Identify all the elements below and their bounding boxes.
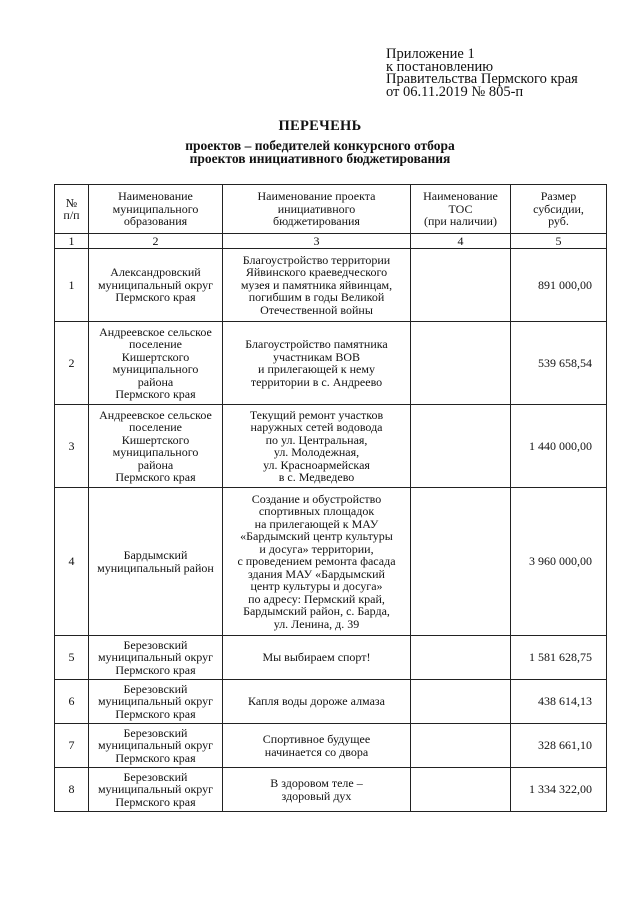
project-cell xyxy=(223,405,411,488)
subsidy-amount: 1 440 000,00 xyxy=(511,405,607,488)
municipality-line: Березовский xyxy=(123,769,188,784)
municipality-line: Андреевское сельское xyxy=(99,324,212,339)
municipality-line: Пермского края xyxy=(115,662,196,677)
project-line: начинается со двора xyxy=(264,744,369,759)
table-row xyxy=(55,405,607,488)
project-cell xyxy=(223,768,411,812)
table-row xyxy=(55,488,607,636)
municipality-cell xyxy=(89,488,223,636)
table-row xyxy=(55,768,607,812)
project-cell xyxy=(223,488,411,636)
column-number: 1 xyxy=(55,234,89,249)
column-header-line: Размер xyxy=(540,189,577,204)
table-header-row xyxy=(55,185,607,234)
annex-block xyxy=(386,48,578,98)
column-number-row xyxy=(55,234,607,249)
project-line: спортивных площадок xyxy=(258,504,375,519)
municipality-line: муниципальный округ xyxy=(97,277,214,292)
projects-table xyxy=(54,184,607,812)
municipality-line: Березовский xyxy=(123,681,188,696)
table-row xyxy=(55,249,607,322)
row-number: 8 xyxy=(55,768,89,812)
municipality-line: Пермского края xyxy=(115,750,196,765)
annex-line: от 06.11.2019 № 805-п xyxy=(386,83,524,100)
table-row xyxy=(55,322,607,405)
municipality-line: Андреевское сельское xyxy=(99,407,212,422)
table-row xyxy=(55,636,607,680)
annex-line: Приложение 1 xyxy=(386,46,475,62)
column-header-line: Наименование xyxy=(118,189,193,204)
project-line: Текущий ремонт участков xyxy=(249,407,384,422)
project-cell xyxy=(223,322,411,405)
municipality-line: Пермского края xyxy=(115,387,196,401)
column-header-line: инициативного xyxy=(277,201,356,216)
municipality-line: муниципального xyxy=(112,445,199,459)
row-number: 5 xyxy=(55,636,89,680)
tos-cell xyxy=(411,768,511,812)
project-line: с проведением ремонта фасада xyxy=(237,554,396,569)
municipality-line: муниципальный район xyxy=(97,560,214,575)
annex-line: к постановлению xyxy=(386,58,494,75)
project-cell xyxy=(223,680,411,724)
project-cell xyxy=(223,249,411,322)
project-line: Спортивное будущее xyxy=(262,732,371,746)
column-header-line: Наименование xyxy=(423,189,498,204)
municipality-line: Пермского края xyxy=(115,290,196,305)
project-line: погибшим в годы Великой xyxy=(248,290,385,305)
municipality-line: муниципальный округ xyxy=(97,738,214,753)
column-number: 3 xyxy=(223,234,411,249)
document-title: ПЕРЕЧЕНЬ xyxy=(278,118,362,134)
project-line: ул. Молодежная, xyxy=(273,445,360,459)
column-header xyxy=(89,185,223,234)
tos-cell xyxy=(411,322,511,405)
municipality-line: Кишертского xyxy=(121,349,190,364)
column-header xyxy=(55,185,89,234)
project-line: центр культуры и досуга» xyxy=(250,579,383,594)
column-header-line: № xyxy=(65,195,78,210)
subsidy-amount: 539 658,54 xyxy=(511,322,607,405)
project-line: Благоустройство памятника xyxy=(245,337,388,351)
table-row xyxy=(55,724,607,768)
tos-cell xyxy=(411,488,511,636)
column-header-line: руб. xyxy=(548,214,569,229)
project-line: здания МАУ «Бардымский xyxy=(248,566,385,581)
project-cell xyxy=(223,724,411,768)
project-line: ул. Ленина, д. 39 xyxy=(273,616,360,631)
tos-cell xyxy=(411,724,511,768)
column-number: 5 xyxy=(511,234,607,249)
project-line: наружных сетей водовода xyxy=(250,420,383,434)
municipality-cell xyxy=(89,680,223,724)
municipality-cell xyxy=(89,322,223,405)
column-header xyxy=(223,185,411,234)
tos-cell xyxy=(411,680,511,724)
municipality-line: Пермского края xyxy=(115,794,196,809)
project-line: Отечественной войны xyxy=(260,302,373,317)
subsidy-amount: 328 661,10 xyxy=(511,724,607,768)
municipality-cell xyxy=(89,636,223,680)
subsidy-amount: 1 581 628,75 xyxy=(511,636,607,680)
municipality-line: Пермского края xyxy=(115,706,196,721)
project-line: музея и памятника яйвинцам, xyxy=(240,277,393,292)
tos-cell xyxy=(411,405,511,488)
municipality-cell xyxy=(89,249,223,322)
municipality-line: поселение xyxy=(128,337,182,351)
project-line: Благоустройство территории xyxy=(242,252,391,267)
subsidy-amount: 438 614,13 xyxy=(511,680,607,724)
column-header-line: п/п xyxy=(63,208,80,222)
column-header-line: субсидии, xyxy=(533,201,584,216)
project-line: участникам ВОВ xyxy=(272,349,361,364)
column-header-line: муниципального xyxy=(112,201,199,216)
project-line: по адресу: Пермский край, xyxy=(248,591,385,606)
municipality-line: муниципальный округ xyxy=(97,782,214,797)
project-line: Создание и обустройство xyxy=(251,491,382,506)
subsidy-amount: 3 960 000,00 xyxy=(511,488,607,636)
project-line: Бардымский район, с. Барда, xyxy=(243,604,390,619)
subsidy-amount: 891 000,00 xyxy=(511,249,607,322)
subtitle-line: проектов инициативного бюджетирования xyxy=(189,150,451,166)
municipality-line: поселение xyxy=(128,420,182,434)
column-number: 2 xyxy=(89,234,223,249)
row-number: 7 xyxy=(55,724,89,768)
project-line: Капля воды дороже алмаза xyxy=(248,694,385,709)
tos-cell xyxy=(411,249,511,322)
project-line: в с. Медведево xyxy=(278,470,355,484)
municipality-line: Бардымский xyxy=(123,548,188,562)
project-line: Яйвинского краеведческого xyxy=(245,265,388,280)
municipality-cell xyxy=(89,405,223,488)
column-header xyxy=(411,185,511,234)
column-header-line: Наименование проекта xyxy=(257,189,376,204)
row-number: 2 xyxy=(55,322,89,405)
municipality-cell xyxy=(89,768,223,812)
project-line: ул. Красноармейская xyxy=(263,457,370,472)
column-header-line: (при наличии) xyxy=(424,214,497,229)
tos-cell xyxy=(411,636,511,680)
municipality-line: района xyxy=(137,374,174,389)
project-line: и прилегающей к нему xyxy=(258,362,375,376)
project-line: и досуга» территории, xyxy=(259,541,374,556)
column-number: 4 xyxy=(411,234,511,249)
subtitle-line: проектов – победителей конкурсного отбора xyxy=(185,138,455,153)
project-line: здоровый дух xyxy=(281,788,352,803)
project-line: Мы выбираем спорт! xyxy=(262,650,371,665)
municipality-line: Березовский xyxy=(123,637,188,652)
project-line: по ул. Центральная, xyxy=(265,432,368,447)
row-number: 6 xyxy=(55,680,89,724)
municipality-line: Березовский xyxy=(123,725,188,740)
municipality-line: Пермского края xyxy=(115,470,196,484)
municipality-line: муниципальный округ xyxy=(97,694,214,709)
municipality-line: муниципального xyxy=(112,362,199,376)
municipality-line: муниципальный округ xyxy=(97,650,214,665)
municipality-cell xyxy=(89,724,223,768)
project-line: территории в с. Андреево xyxy=(250,374,383,389)
annex-line: Правительства Пермского края xyxy=(386,71,578,87)
project-line: В здоровом теле – xyxy=(270,776,363,790)
column-header-line: бюджетирования xyxy=(273,214,360,229)
table-body xyxy=(55,249,607,812)
column-header-line: ТОС xyxy=(448,201,473,216)
row-number: 1 xyxy=(55,249,89,322)
subsidy-amount: 1 334 322,00 xyxy=(511,768,607,812)
project-cell xyxy=(223,636,411,680)
row-number: 3 xyxy=(55,405,89,488)
column-header-line: образования xyxy=(123,214,188,229)
row-number: 4 xyxy=(55,488,89,636)
table-row xyxy=(55,680,607,724)
municipality-line: Кишертского xyxy=(121,432,190,447)
document-subtitle xyxy=(0,140,640,165)
project-line: на прилегающей к МАУ xyxy=(254,516,379,531)
project-line: «Бардымский центр культуры xyxy=(240,529,393,544)
municipality-line: района xyxy=(137,457,174,472)
column-header xyxy=(511,185,607,234)
municipality-line: Александровский xyxy=(110,265,201,280)
